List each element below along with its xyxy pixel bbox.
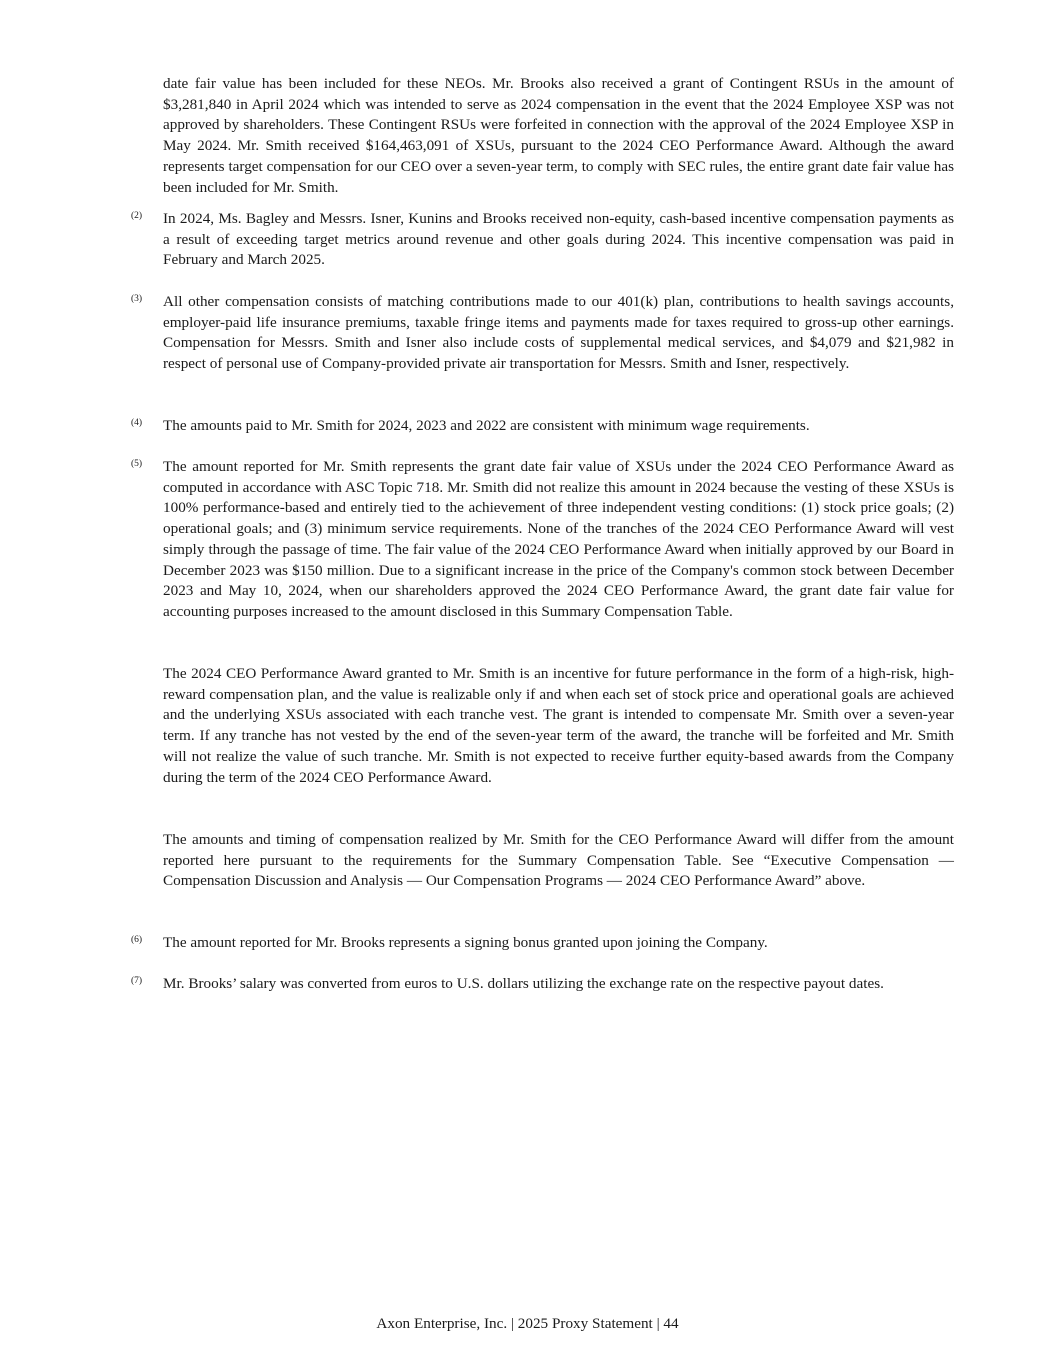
footnote-2-text: In 2024, Ms. Bagley and Messrs. Isner, Kunins and Brooks received non-equity, cash-based incentive compensation payments as a result of exceeding target metrics around revenue and other goals during 2024. This incentive compensation was paid in February and March 2025. (163, 210, 954, 269)
footnote-marker-6: (6) (131, 935, 143, 945)
footnote-1-continuation: date fair value has been included for these NEOs. Mr. Brooks also received a grant of Contingent RSUs in the amount of $3,281,840 in April 2024 which was intended to serve as 2024 compensation in the event that the 2024 Employee XSP was not approved by shareholders. These Contingent RSUs were forfeited in connection with the approval of the 2024 Employee XSP in May 2024. Mr. Smith received $164,463,091 of XSUs, pursuant to the 2024 CEO Performance Award. Although the award represents target compensation for our CEO over a seven-year term, to comply with SEC rules, the entire grant date fair value has been included for Mr. Smith. (163, 75, 954, 196)
footnote-3-text: All other compensation consists of matching contributions made to our 401(k) plan, contributions to health savings accounts, employer-paid life insurance premiums, taxable fringe items and payments made for taxes required to gross-up other earnings. Compensation for Messrs. Smith and Isner also include costs of supplemental medical services, and $4,079 and $21,982 in respect of personal use of Company-provided private air transportation for Messrs. Smith and Isner, respectively. (163, 293, 954, 373)
footnote-4-text: The amounts paid to Mr. Smith for 2024, 2023 and 2022 are consistent with minimum wage requirements. (163, 417, 810, 434)
footnote-6-text: The amount reported for Mr. Brooks represents a signing bonus granted upon joining the Company. (163, 934, 768, 951)
footnote-5-paragraph-2: The 2024 CEO Performance Award granted to Mr. Smith is an incentive for future performance in the form of a high-risk, high-reward compensation plan, and the value is realizable only if and when each set of stock price and operational goals are achieved and the underlying XSUs associated with each tranche vest. The grant is intended to compensate Mr. Smith over a seven-year term. If any tranche has not vested by the end of the seven-year term of the award, the tranche will be forfeited and Mr. Smith will not realize the value of such tranche. Mr. Smith is not expected to receive further equity-based awards from the Company during the term of the 2024 CEO Performance Award. (163, 665, 954, 786)
footnote-marker-2: (2) (131, 211, 143, 221)
footnote-5-paragraph-3: The amounts and timing of compensation realized by Mr. Smith for the CEO Performance Award will differ from the amount reported here pursuant to the requirements for the Summary Compensation Table. See “Executive Compensation — Compensation Discussion and Analysis — Our Compensation Programs — 2024 CEO Performance Award” above. (163, 831, 954, 890)
footnote-marker-5: (5) (131, 459, 143, 469)
footnote-5-text: The amount reported for Mr. Smith represents the grant date fair value of XSUs under the 2024 CEO Performance Award as computed in accordance with ASC Topic 718. Mr. Smith did not realize this amount in 2024 because the vesting of these XSUs is 100% performance-based and entirely tied to the achievement of three independent vesting conditions: (1) stock price goals; (2) operational goals; and (3) minimum service requirements. None of the tranches of the 2024 CEO Performance Award will vest simply through the passage of time. The fair value of the 2024 CEO Performance Award when initially approved by our Board in December 2023 was $150 million. Due to a significant increase in the price of the Company's common stock between December 2023 and May 10, 2024, when our shareholders approved the 2024 CEO Performance Award, the grant date fair value for accounting purposes increased to the amount disclosed in this Summary Compensation Table. (163, 458, 954, 620)
page-footer: Axon Enterprise, Inc. | 2025 Proxy Statement | 44 (376, 1315, 679, 1332)
footnote-marker-7: (7) (131, 976, 143, 986)
footnote-marker-3: (3) (131, 294, 143, 304)
footnote-7-text: Mr. Brooks’ salary was converted from euros to U.S. dollars utilizing the exchange rate on the respective payout dates. (163, 975, 884, 992)
footnote-marker-4: (4) (131, 418, 143, 428)
